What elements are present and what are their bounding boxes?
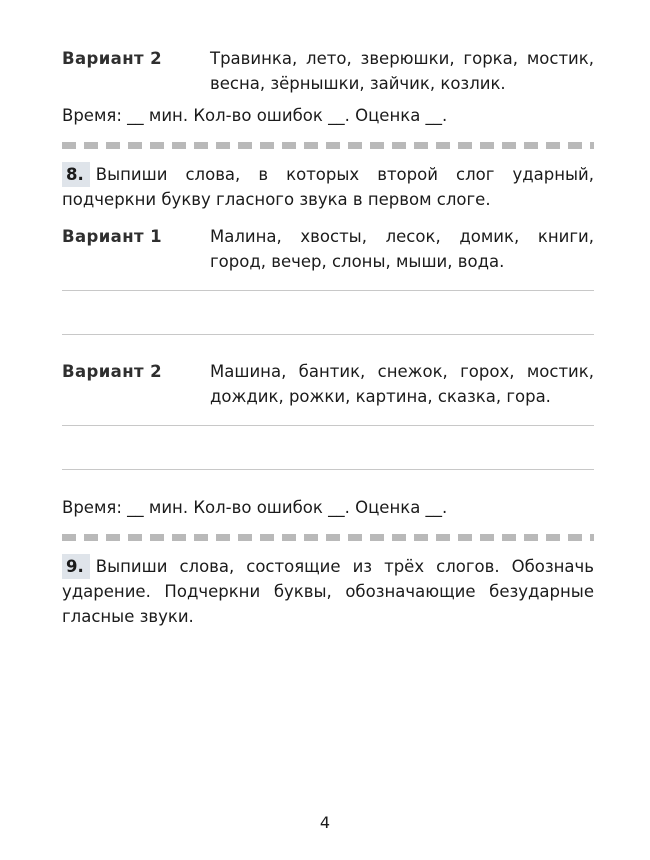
writing-line[interactable] bbox=[62, 425, 594, 426]
task-8-variant-2-row bbox=[62, 359, 594, 409]
section-task-9 bbox=[62, 554, 594, 629]
task-8-variant-1-row bbox=[62, 224, 594, 274]
time-errors-grade-line: Время: __ мин. Кол-во ошибок __. Оценка __. bbox=[62, 498, 448, 517]
task-8-statement bbox=[62, 162, 594, 212]
spacer bbox=[62, 470, 594, 488]
task-9-statement bbox=[62, 554, 594, 629]
task-9-number: 9. bbox=[62, 554, 90, 579]
writing-line[interactable] bbox=[62, 290, 594, 291]
variant-row bbox=[62, 46, 594, 96]
task-8-number: 8. bbox=[62, 162, 90, 187]
page-number: 4 bbox=[319, 813, 331, 832]
variant-label: Вариант 2 bbox=[62, 362, 163, 381]
time-errors-grade-line: Время: __ мин. Кол-во ошибок __. Оценка __. bbox=[62, 106, 448, 125]
dashed-divider bbox=[62, 534, 594, 541]
variant-label: Вариант 1 bbox=[62, 227, 163, 246]
dashed-divider bbox=[62, 142, 594, 149]
variant-word-list: Малина, хвосты, лесок, домик, книги, город, вечер, слоны, мыши, вода. bbox=[210, 227, 594, 271]
section-variant2-top bbox=[62, 46, 594, 128]
section-task-8 bbox=[62, 162, 594, 520]
task-9-text: Выпиши слова, состоящие из трёх слогов. Обозначь ударение. Подчеркни буквы, обозначающие безударные гласные звуки. bbox=[62, 557, 594, 626]
spacer bbox=[62, 212, 594, 224]
variant-word-list: Травинка, лето, зверюшки, горка, мостик, весна, зёрнышки, зайчик, козлик. bbox=[210, 49, 594, 93]
variant-label: Вариант 2 bbox=[62, 49, 163, 68]
task-8-variant-2-answer-lines[interactable] bbox=[62, 425, 594, 470]
spacer bbox=[62, 335, 594, 359]
task-8-text: Выпиши слова, в которых второй слог ударный, подчеркни букву гласного звука в первом слоге. bbox=[62, 165, 594, 209]
variant-word-list: Машина, бантик, снежок, горох, мостик, дождик, рожки, картина, сказка, гора. bbox=[210, 362, 594, 406]
task-8-variant-1-answer-lines[interactable] bbox=[62, 290, 594, 335]
